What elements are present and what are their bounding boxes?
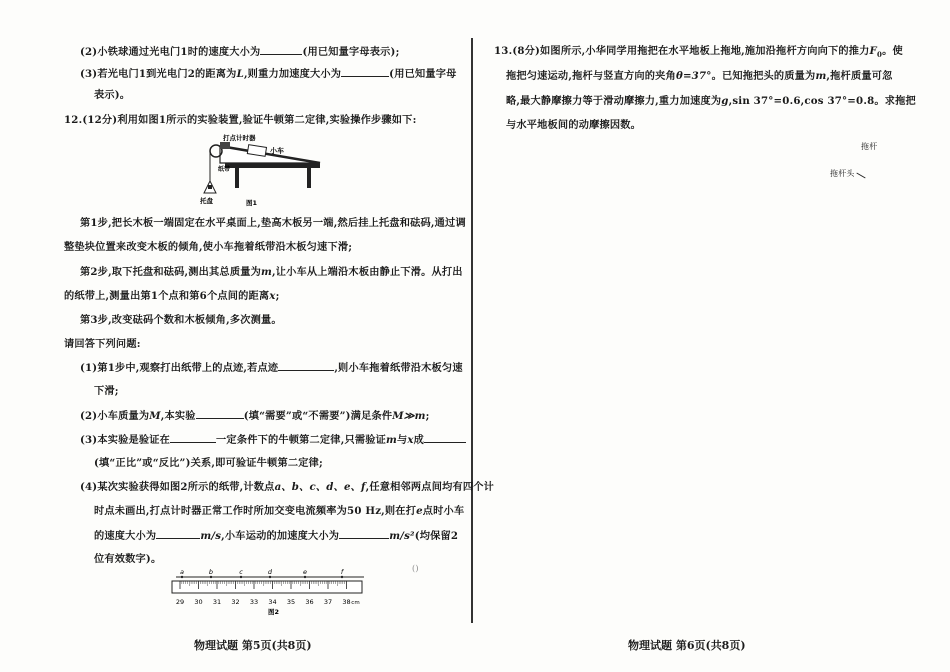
ruler-tick-label: 37 <box>323 598 333 606</box>
ruler-tick-label: 36 <box>305 598 314 606</box>
sub-question-3: (3)本实验是验证在 一定条件下的牛顿第二定律,只需验证m与x成 <box>80 432 466 447</box>
step-1-line2: 整垫块位置来改变木板的倾角,使小车拖着纸带沿木板匀速下滑; <box>64 241 353 253</box>
figure-2-caption: 图2 <box>268 608 280 616</box>
step-2-line2: 的纸带上,测量出第1个点和第6个点间的距离x; <box>64 290 280 302</box>
step-1-line1: 第1步,把长木板一端固定在水平桌面上,垫高木板另一端,然后挂上托盘和砝码,通过调 <box>80 217 466 229</box>
page-footer: 物理试题 第5页(共8页) <box>194 639 312 652</box>
tape-point <box>304 576 306 578</box>
page-6 <box>478 0 950 672</box>
step-2-line1: 第2步,取下托盘和砝码,测出其总质量为m,让小车从上端沿木板由静止下滑。从打出 <box>80 266 463 278</box>
table-top <box>225 163 320 168</box>
sub-question-4-line3: 的速度大小为 m/s,小车运动的加速度大小为 m/s²(均保留2 <box>94 530 459 542</box>
car-label: 小车 <box>270 147 284 155</box>
ruler-tick-label: 33 <box>249 598 259 606</box>
figure-1 <box>190 133 325 208</box>
answer-prompt: 请回答下列问题: <box>64 338 141 350</box>
page-footer: 物理试题 第6页(共8页) <box>628 639 746 652</box>
q11-sub3: (3)若光电门1到光电门2的距离为L,则重力加速度大小为 (用已知量字母 <box>80 68 457 80</box>
sub-question-1-cont: 下滑; <box>94 385 119 397</box>
ruler-tick-label: 34 <box>268 598 277 606</box>
q13-line3: 略,最大静摩擦力等于滑动摩擦力,重力加速度为g,sin 37°=0.6,cos 37°=0.8。求拖把 <box>506 95 916 107</box>
sub-question-1: (1)第1步中,观察打出纸带上的点迹,若点迹 ,则小车拖着纸带沿木板匀速 <box>80 362 463 374</box>
ruler-tick-label: 35 <box>286 598 296 606</box>
tape-point <box>269 576 271 578</box>
q11-sub2: (2)小铁球通过光电门1时的速度大小为 (用已知量字母表示); <box>80 46 400 58</box>
tape-point-label: a <box>180 568 184 576</box>
ruler-tick-label: 32 <box>231 598 240 606</box>
tape-point <box>181 576 183 578</box>
tape-point-label: f <box>340 568 344 576</box>
tape-point-label: c <box>239 568 243 576</box>
tape-label: 纸带 <box>218 166 231 173</box>
mop-rod-label: 拖杆 <box>861 142 878 151</box>
sub-question-4-line4: 位有效数字)。 <box>94 553 162 565</box>
figure-1-caption: 图1 <box>246 199 258 207</box>
mop-head-label: 拖杆头 <box>830 167 866 181</box>
table-leg <box>307 168 311 188</box>
q13-line1: 13.(8分)如图所示,小华同学用拖把在水平地板上拖地,施加沿拖杆方向向下的推力$F_0$。使 <box>494 45 903 60</box>
tape-point-label: b <box>208 568 214 576</box>
tray-label: 托盘 <box>200 197 213 205</box>
timer-label: 打点计时器 <box>223 134 256 142</box>
sub-question-3-cont: (填“正比”或“反比”)关系,即可验证牛顿第二定律; <box>94 457 323 469</box>
page-divider <box>471 38 473 623</box>
q11-sub3-cont: 表示)。 <box>94 89 131 101</box>
tape-point <box>341 576 343 578</box>
ruler-unit: cm <box>351 600 360 606</box>
tape-point-label: e <box>303 568 307 576</box>
sub-question-4: (4)某次实验获得如图2所示的纸带,计数点a、b、c、d、e、f,任意相邻两点间均有四个计 <box>80 481 495 493</box>
ruler-tick-label: 29 <box>175 598 185 606</box>
leader-line <box>856 173 865 179</box>
timer-icon <box>220 142 230 149</box>
sub-question-2: (2)小车质量为M,本实验 (填“需要”或“不需要”)满足条件M≫m; <box>80 410 430 422</box>
tape-point <box>240 576 242 578</box>
q12-intro: 12.(12分)利用如图1所示的实验装置,验证牛顿第二定律,实验操作步骤如下: <box>64 114 417 126</box>
sub-question-4-line2: 时点未画出,打点计时器正常工作时所加交变电流频率为50 Hz,则在打e点时小车 <box>94 505 465 517</box>
tape-point-label: d <box>267 568 273 576</box>
ruler-tick-label: 31 <box>212 598 222 606</box>
ruler-tick-label: 30 <box>194 598 203 606</box>
table-leg <box>235 168 239 188</box>
tape-point <box>210 576 212 578</box>
ruler-tick-label: 38 <box>342 598 351 606</box>
q13-line2: 拖把匀速运动,拖杆与竖直方向的夹角θ=37°。已知拖把头的质量为m,拖杆质量可忽 <box>506 70 893 82</box>
stray-mark: () <box>412 564 419 573</box>
q13-line4: 与水平地板间的动摩擦因数。 <box>506 119 642 131</box>
step-3: 第3步,改变砝码个数和木板倾角,多次测量。 <box>80 314 282 326</box>
figure-2 <box>170 568 370 616</box>
